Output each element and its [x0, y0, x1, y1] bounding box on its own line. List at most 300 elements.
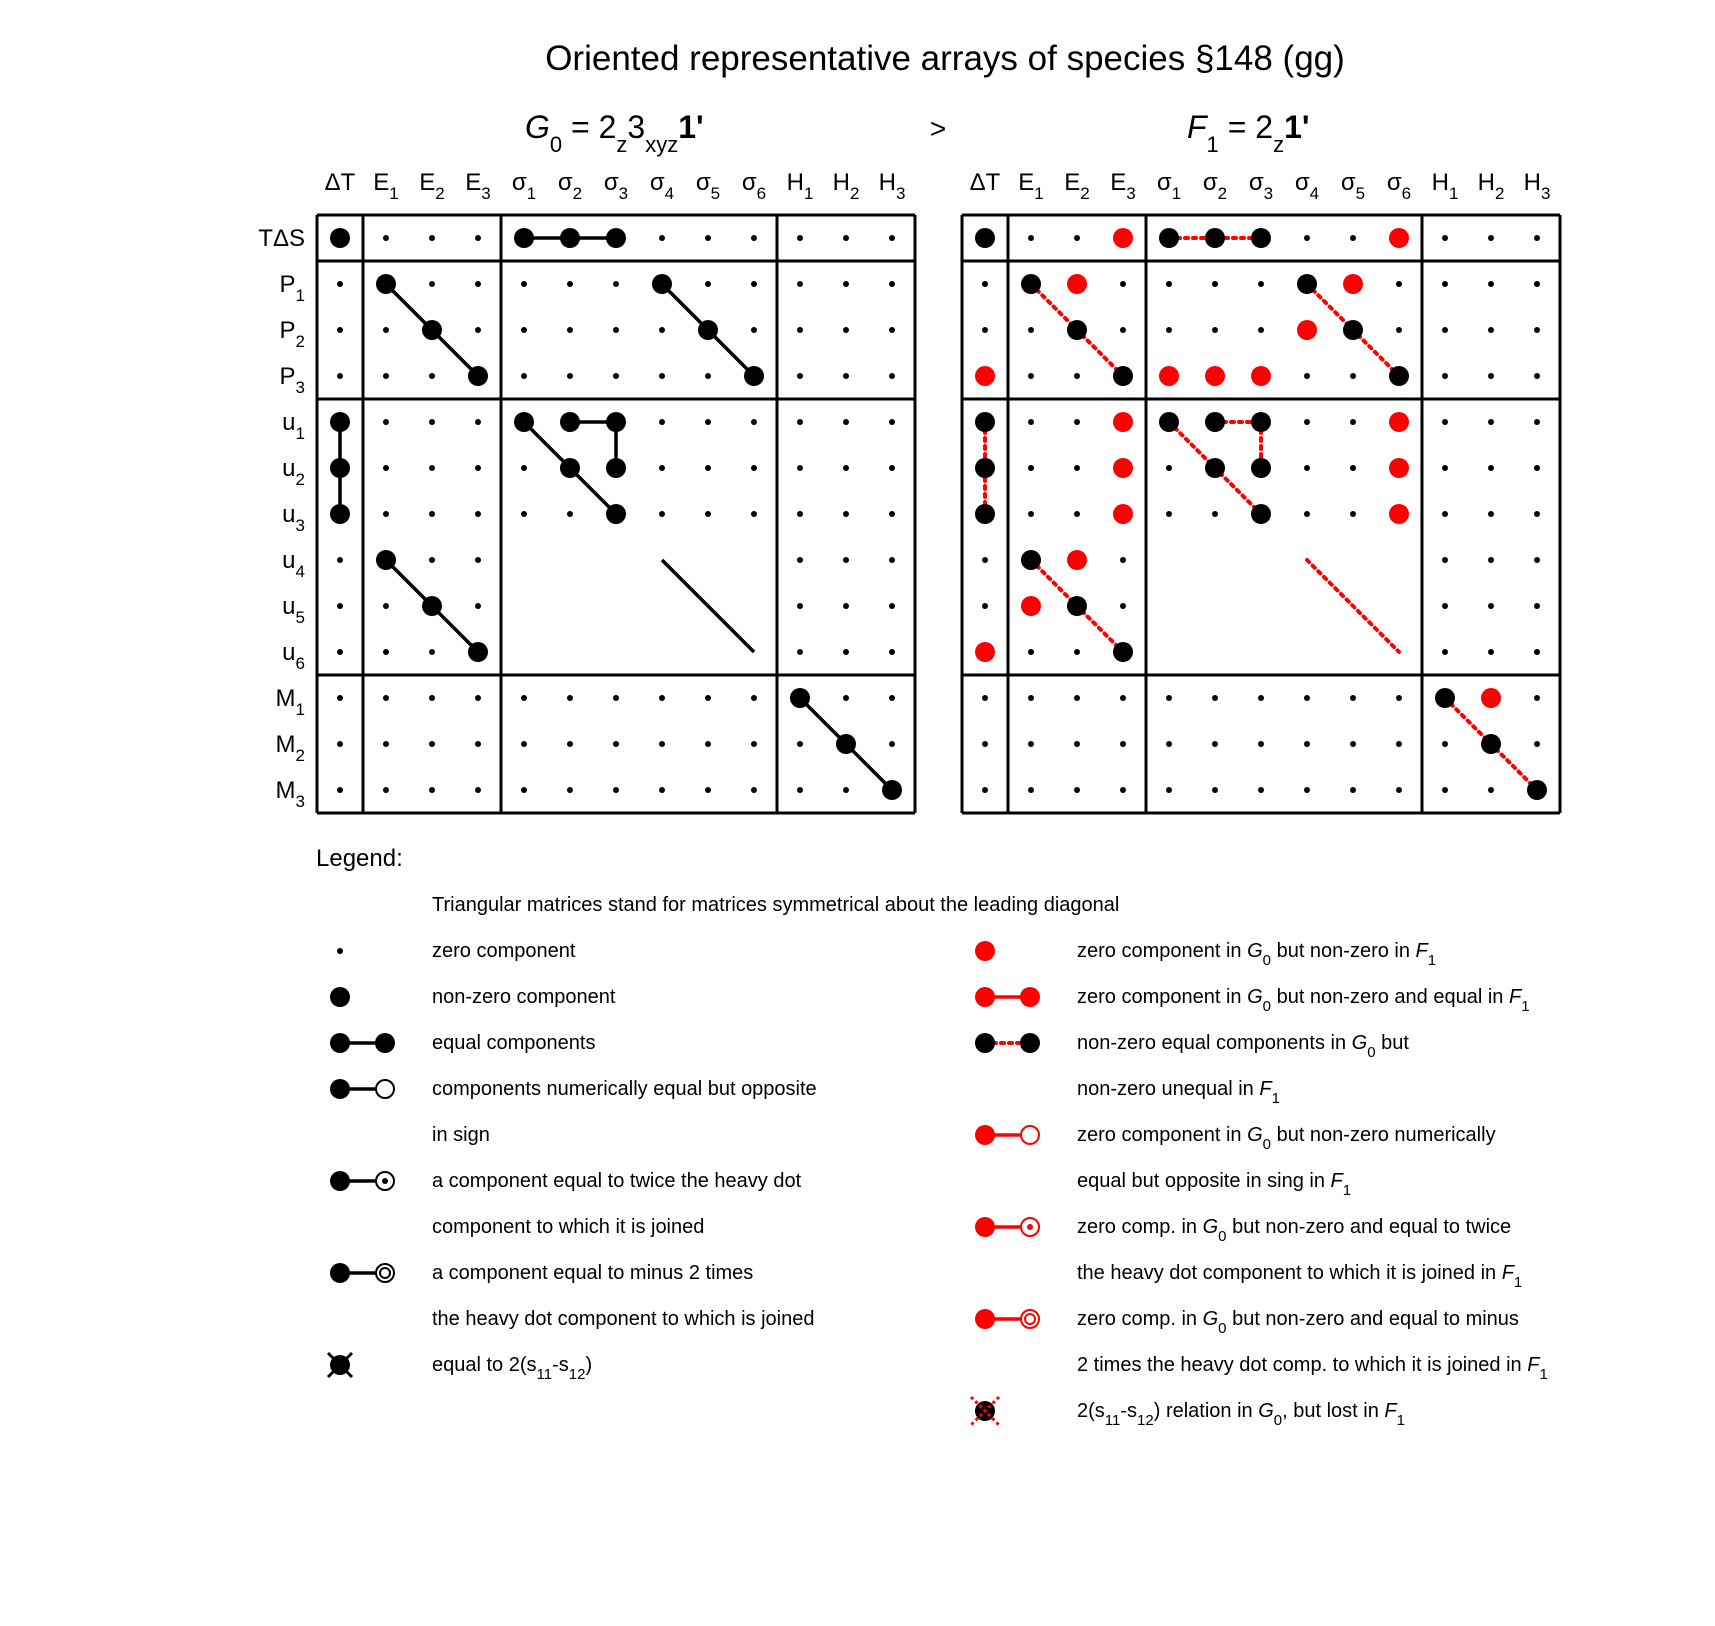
- zero-component: [659, 787, 665, 793]
- zero-component: [1488, 373, 1494, 379]
- zero-component: [659, 419, 665, 425]
- zero-component: [1396, 741, 1402, 747]
- zero-component: [1442, 511, 1448, 517]
- zero-component: [1488, 419, 1494, 425]
- legend-dot: [975, 987, 995, 1007]
- zero-component: [797, 649, 803, 655]
- zero-component: [1166, 327, 1172, 333]
- zero-component: [383, 603, 389, 609]
- zero-component: [613, 373, 619, 379]
- zero-component: [843, 327, 849, 333]
- zero-component: [337, 281, 343, 287]
- zero-component: [982, 557, 988, 563]
- zero-component: [521, 465, 527, 471]
- nonzero-component: [652, 274, 672, 294]
- legend-entry-left-2: [330, 1032, 595, 1054]
- legend-text: 2 times the heavy dot comp. to which it is joined in $F_1$: [1077, 1354, 1548, 1383]
- zero-component: [383, 695, 389, 701]
- legend-entry-right-3: [975, 1124, 1496, 1199]
- zero-component: [751, 235, 757, 241]
- column-header-2: $E_2$: [1064, 169, 1090, 203]
- legend-dot: [375, 1033, 395, 1053]
- zero-component: [475, 465, 481, 471]
- matrix-G0: [258, 169, 915, 813]
- legend-text: equal but opposite in sing in $F_1$: [1077, 1170, 1352, 1199]
- row-header-8: $u_5$: [282, 593, 305, 627]
- zero-component: [843, 511, 849, 517]
- zero-component: [1028, 235, 1034, 241]
- nonzero-component: [1205, 458, 1225, 478]
- zero-component: [705, 741, 711, 747]
- column-header-5: $\sigma_2$: [557, 169, 583, 203]
- zero-component: [1120, 281, 1126, 287]
- zero-component: [843, 649, 849, 655]
- nonzero-component: [606, 504, 626, 524]
- row-header-9: $u_6$: [282, 639, 305, 673]
- zero-component: [1396, 787, 1402, 793]
- zero-component: [1442, 419, 1448, 425]
- zero-component: [1028, 787, 1034, 793]
- nonzero-component: [1113, 642, 1133, 662]
- nonzero-component: [514, 228, 534, 248]
- zero-component: [1074, 741, 1080, 747]
- zero-component: [1166, 281, 1172, 287]
- zero-component: [1166, 465, 1172, 471]
- column-header-6: $\sigma_3$: [603, 169, 629, 203]
- zero-component: [1120, 695, 1126, 701]
- zero-component: [751, 281, 757, 287]
- zero-component: [1028, 695, 1034, 701]
- legend-text: zero comp. in $G_0$ but non-zero and equal to minus: [1077, 1308, 1519, 1337]
- matrix-F1: [962, 169, 1560, 813]
- zero-component: [1488, 511, 1494, 517]
- zero-component: [383, 373, 389, 379]
- zero-component: [475, 603, 481, 609]
- zero-component: [705, 419, 711, 425]
- zero-component: [1258, 327, 1264, 333]
- zero-component: [1074, 787, 1080, 793]
- legend-text: equal to $2(s_{11}-s_{12})$: [432, 1354, 593, 1383]
- zero-component: [1258, 787, 1264, 793]
- zero-component: [475, 419, 481, 425]
- legend-text: components numerically equal but opposite: [432, 1078, 817, 1100]
- nonzero-component: [1159, 412, 1179, 432]
- nonzero-component: [1021, 550, 1041, 570]
- new-nonzero-component: [1067, 550, 1087, 570]
- legend-dot: [337, 948, 343, 954]
- nonzero-component: [560, 228, 580, 248]
- new-nonzero-component: [1113, 504, 1133, 524]
- zero-component: [429, 741, 435, 747]
- zero-component: [429, 235, 435, 241]
- zero-component: [337, 695, 343, 701]
- zero-component: [1488, 281, 1494, 287]
- zero-component: [1028, 511, 1034, 517]
- zero-component: [337, 741, 343, 747]
- new-nonzero-component: [1113, 412, 1133, 432]
- legend-entry-left-3: [330, 1078, 817, 1146]
- zero-component: [982, 281, 988, 287]
- zero-component: [613, 327, 619, 333]
- column-header-4: $\sigma_1$: [1156, 169, 1182, 203]
- zero-component: [383, 327, 389, 333]
- zero-component: [1074, 649, 1080, 655]
- new-nonzero-component: [1021, 596, 1041, 616]
- zero-component: [1396, 327, 1402, 333]
- zero-component: [429, 557, 435, 563]
- zero-component: [1442, 557, 1448, 563]
- legend-text: zero component in $G_0$ but non-zero numerically: [1077, 1124, 1496, 1153]
- row-header-12: $M_3$: [275, 777, 305, 811]
- legend-symbol-minus2-link: [330, 1263, 394, 1283]
- legend-symbol-red-dot: [975, 941, 995, 961]
- zero-component: [797, 235, 803, 241]
- zero-component: [1028, 741, 1034, 747]
- legend-entry-left-5: [330, 1262, 814, 1330]
- row-header-2: $P_2$: [279, 317, 305, 351]
- zero-component: [429, 373, 435, 379]
- zero-component: [429, 787, 435, 793]
- nonzero-component: [606, 228, 626, 248]
- nonzero-component: [1067, 320, 1087, 340]
- matrices: [258, 169, 1560, 813]
- nonzero-component: [1251, 504, 1271, 524]
- zero-component: [982, 741, 988, 747]
- row-header-11: $M_2$: [275, 731, 305, 765]
- zero-component: [1534, 511, 1540, 517]
- zero-component: [1350, 373, 1356, 379]
- nonzero-component: [1113, 366, 1133, 386]
- nonzero-component: [468, 642, 488, 662]
- zero-component: [1212, 281, 1218, 287]
- legend-dot: [330, 1079, 350, 1099]
- nonzero-component: [975, 458, 995, 478]
- legend-text: $2(s_{11}-s_{12})$ relation in $G_0$, but lost in $F_1$: [1077, 1400, 1405, 1429]
- zero-component: [1442, 373, 1448, 379]
- legend-dot: [330, 1033, 350, 1053]
- group-label-f1: $F_1 = 2_z1'$: [1187, 109, 1310, 157]
- zero-component: [337, 787, 343, 793]
- new-nonzero-component: [1113, 228, 1133, 248]
- zero-component: [843, 373, 849, 379]
- zero-component: [1396, 281, 1402, 287]
- zero-component: [1488, 465, 1494, 471]
- group-label-g0: $G_0 = 2_z3_{xyz}1'$: [525, 109, 704, 157]
- zero-component: [1534, 235, 1540, 241]
- zero-component: [1120, 741, 1126, 747]
- nonzero-component: [1067, 596, 1087, 616]
- zero-component: [1074, 235, 1080, 241]
- legend-entry-right-0: [975, 940, 1436, 969]
- nonzero-component: [1297, 274, 1317, 294]
- legend-entry-left-6: [328, 1353, 592, 1383]
- zero-component: [797, 281, 803, 287]
- zero-component: [797, 741, 803, 747]
- zero-component: [1304, 373, 1310, 379]
- legend-dot: [975, 1309, 995, 1329]
- column-header-9: $\sigma_6$: [1386, 169, 1412, 203]
- zero-component: [1304, 465, 1310, 471]
- zero-component: [1258, 741, 1264, 747]
- nonzero-component: [882, 780, 902, 800]
- nonzero-component: [422, 596, 442, 616]
- zero-component: [843, 419, 849, 425]
- column-header-1: $E_1$: [1018, 169, 1044, 203]
- zero-component: [475, 235, 481, 241]
- zero-component: [1074, 511, 1080, 517]
- column-header-9: $\sigma_6$: [741, 169, 767, 203]
- legend-text: zero component in $G_0$ but non-zero and equal in $F_1$: [1077, 986, 1530, 1015]
- zero-component: [337, 649, 343, 655]
- legend-text: component to which it is joined: [432, 1216, 705, 1238]
- legend-text: zero component in $G_0$ but non-zero in $F_1$: [1077, 940, 1437, 969]
- zero-component: [567, 741, 573, 747]
- new-nonzero-component: [1113, 458, 1133, 478]
- zero-component: [567, 327, 573, 333]
- zero-component: [567, 695, 573, 701]
- column-header-1: $E_1$: [373, 169, 399, 203]
- legend-entry-left-4: [330, 1170, 802, 1238]
- zero-component: [797, 373, 803, 379]
- zero-component: [659, 373, 665, 379]
- new-nonzero-component: [975, 366, 995, 386]
- zero-component: [1534, 557, 1540, 563]
- nonzero-component: [330, 504, 350, 524]
- zero-component: [797, 787, 803, 793]
- zero-component: [1166, 695, 1172, 701]
- zero-component: [705, 465, 711, 471]
- zero-component: [1442, 235, 1448, 241]
- zero-component: [613, 787, 619, 793]
- zero-component: [843, 603, 849, 609]
- legend-text: the heavy dot component to which is joined: [432, 1308, 815, 1330]
- zero-component: [383, 649, 389, 655]
- zero-component: [1212, 695, 1218, 701]
- nonzero-component: [330, 228, 350, 248]
- column-header-0: ΔT: [324, 169, 356, 196]
- legend-hollow-dot: [1021, 1126, 1039, 1144]
- zero-component: [1488, 235, 1494, 241]
- row-header-3: $P_3$: [279, 363, 305, 397]
- legend-dot: [1020, 987, 1040, 1007]
- zero-component: [889, 327, 895, 333]
- legend-symbol-lost-crossed-dot: [971, 1397, 999, 1425]
- zero-component: [1304, 695, 1310, 701]
- legend-text: a component equal to minus 2 times: [432, 1262, 754, 1284]
- zero-component: [429, 649, 435, 655]
- zero-component: [1212, 327, 1218, 333]
- legend-entry-right-1: [975, 986, 1530, 1015]
- zero-component: [1120, 603, 1126, 609]
- zero-component: [1028, 419, 1034, 425]
- zero-component: [1534, 741, 1540, 747]
- zero-component: [1488, 649, 1494, 655]
- zero-component: [843, 235, 849, 241]
- zero-component: [982, 787, 988, 793]
- legend-entry-left-0: [337, 940, 576, 962]
- zero-component: [613, 695, 619, 701]
- nonzero-component: [1251, 458, 1271, 478]
- row-header-0: TΔS: [258, 225, 305, 252]
- zero-component: [521, 511, 527, 517]
- zero-component: [337, 373, 343, 379]
- column-header-11: $H_2$: [1477, 169, 1505, 203]
- zero-component: [1350, 695, 1356, 701]
- zero-component: [843, 695, 849, 701]
- legend-text: non-zero unequal in $F_1$: [1077, 1078, 1280, 1107]
- nonzero-component: [975, 504, 995, 524]
- zero-component: [843, 787, 849, 793]
- legend-text: the heavy dot component to which it is joined in $F_1$: [1077, 1262, 1523, 1291]
- zero-component: [1534, 281, 1540, 287]
- zero-component: [1304, 787, 1310, 793]
- zero-component: [1442, 649, 1448, 655]
- zero-component: [1120, 557, 1126, 563]
- zero-component: [337, 557, 343, 563]
- zero-component: [797, 603, 803, 609]
- legend-entry-right-6: [971, 1397, 1405, 1429]
- zero-component: [1212, 741, 1218, 747]
- column-header-3: $E_3$: [465, 169, 491, 203]
- zero-component: [1534, 465, 1540, 471]
- zero-component: [797, 511, 803, 517]
- row-header-5: $u_2$: [282, 455, 305, 489]
- nonzero-component: [1205, 412, 1225, 432]
- zero-component: [751, 787, 757, 793]
- zero-component: [1442, 465, 1448, 471]
- zero-component: [521, 695, 527, 701]
- new-nonzero-component: [1067, 274, 1087, 294]
- zero-component: [1488, 327, 1494, 333]
- zero-component: [383, 511, 389, 517]
- zero-component: [475, 741, 481, 747]
- zero-component: [751, 465, 757, 471]
- legend-symbol-crossed-dot: [328, 1353, 352, 1377]
- row-header-6: $u_3$: [282, 501, 305, 535]
- new-nonzero-component: [1389, 504, 1409, 524]
- new-nonzero-component: [1389, 228, 1409, 248]
- zero-component: [1304, 511, 1310, 517]
- new-nonzero-component: [1297, 320, 1317, 340]
- zero-component: [751, 741, 757, 747]
- zero-component: [1258, 281, 1264, 287]
- column-header-6: $\sigma_3$: [1248, 169, 1274, 203]
- nonzero-component: [560, 412, 580, 432]
- zero-component: [751, 327, 757, 333]
- new-nonzero-component: [1251, 366, 1271, 386]
- zero-component: [1442, 327, 1448, 333]
- column-header-10: $H_1$: [786, 169, 814, 203]
- nonzero-component: [376, 274, 396, 294]
- column-header-4: $\sigma_1$: [511, 169, 537, 203]
- zero-component: [1120, 327, 1126, 333]
- legend-text: non-zero equal components in $G_0$ but: [1077, 1032, 1409, 1061]
- zero-component: [889, 281, 895, 287]
- zero-component: [1166, 511, 1172, 517]
- column-header-7: $\sigma_4$: [1294, 169, 1320, 203]
- nonzero-component: [376, 550, 396, 570]
- nonzero-component: [1251, 412, 1271, 432]
- legend-symbol-small-dot: [337, 948, 343, 954]
- zero-component: [889, 695, 895, 701]
- legend-dot: [382, 1178, 388, 1184]
- nonzero-component: [1021, 274, 1041, 294]
- column-header-11: $H_2$: [832, 169, 860, 203]
- zero-component: [1028, 649, 1034, 655]
- legend-dot: [1027, 1224, 1033, 1230]
- legend-dot: [975, 1125, 995, 1145]
- column-header-0: ΔT: [969, 169, 1001, 196]
- legend-text: zero comp. in $G_0$ but non-zero and equal to twice: [1077, 1216, 1512, 1245]
- legend-dot: [330, 1171, 350, 1191]
- zero-component: [659, 465, 665, 471]
- zero-component: [797, 465, 803, 471]
- nonzero-component: [468, 366, 488, 386]
- column-header-5: $\sigma_2$: [1202, 169, 1228, 203]
- zero-component: [1534, 649, 1540, 655]
- column-header-7: $\sigma_4$: [649, 169, 675, 203]
- nonzero-component: [422, 320, 442, 340]
- zero-component: [889, 419, 895, 425]
- legend-dot: [975, 1217, 995, 1237]
- legend-entry-right-4: [975, 1216, 1522, 1291]
- legend-entry-right-2: [975, 1032, 1409, 1107]
- legend-symbol-red-equal-link: [975, 987, 1040, 1007]
- column-header-3: $E_3$: [1110, 169, 1136, 203]
- zero-component: [429, 695, 435, 701]
- zero-component: [613, 281, 619, 287]
- legend-text: in sign: [432, 1124, 490, 1146]
- zero-component: [659, 327, 665, 333]
- zero-component: [429, 419, 435, 425]
- column-header-10: $H_1$: [1431, 169, 1459, 203]
- zero-component: [567, 511, 573, 517]
- row-header-4: $u_1$: [282, 409, 305, 443]
- zero-component: [1534, 695, 1540, 701]
- zero-component: [1350, 787, 1356, 793]
- zero-component: [659, 511, 665, 517]
- zero-component: [1304, 741, 1310, 747]
- legend-hollow-dot: [376, 1080, 394, 1098]
- zero-component: [705, 511, 711, 517]
- group-labels: [525, 109, 1309, 157]
- lost-equality-link: [1307, 560, 1399, 652]
- nonzero-component: [975, 412, 995, 432]
- zero-component: [383, 787, 389, 793]
- zero-component: [982, 327, 988, 333]
- zero-component: [797, 557, 803, 563]
- zero-component: [1074, 419, 1080, 425]
- zero-component: [1350, 741, 1356, 747]
- legend-text: equal components: [432, 1032, 596, 1054]
- zero-component: [383, 235, 389, 241]
- zero-component: [889, 465, 895, 471]
- zero-component: [1442, 741, 1448, 747]
- legend-hollow-dot: [1021, 1310, 1039, 1328]
- column-header-2: $E_2$: [419, 169, 445, 203]
- zero-component: [429, 511, 435, 517]
- zero-component: [429, 465, 435, 471]
- legend-dot: [975, 941, 995, 961]
- zero-component: [521, 373, 527, 379]
- nonzero-component: [1527, 780, 1547, 800]
- zero-component: [889, 511, 895, 517]
- nonzero-component: [1205, 228, 1225, 248]
- new-nonzero-component: [1159, 366, 1179, 386]
- new-nonzero-component: [1389, 458, 1409, 478]
- new-nonzero-component: [1481, 688, 1501, 708]
- zero-component: [843, 465, 849, 471]
